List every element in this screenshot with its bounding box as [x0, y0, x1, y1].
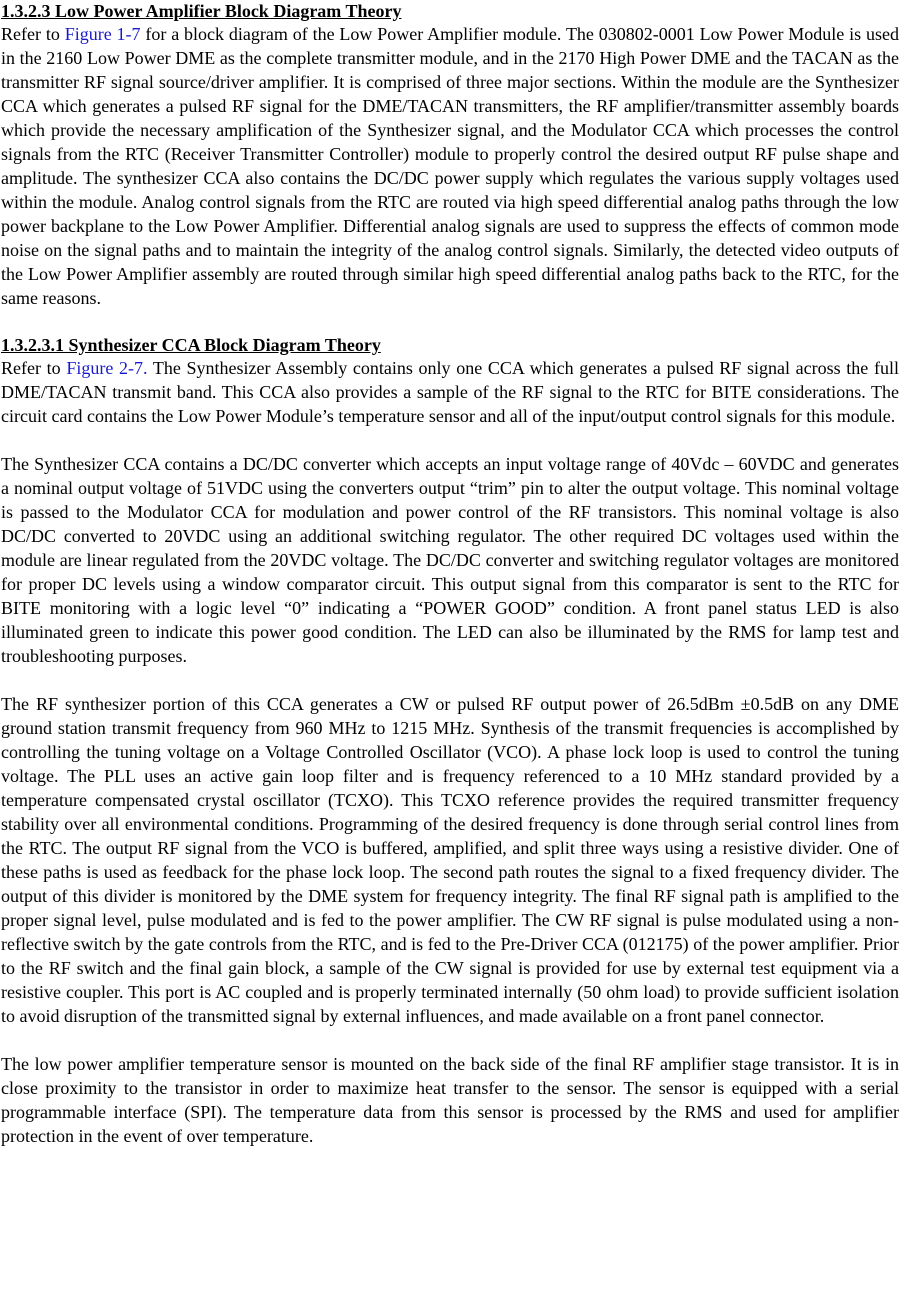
figure-link-1-7[interactable]: Figure 1-7 — [64, 24, 141, 44]
paragraph-synthesizer-overview — [1, 356, 899, 428]
paragraph-spacer — [1, 428, 899, 452]
paragraph-spacer — [1, 668, 899, 692]
paragraph-temperature-sensor: The low power amplifier temperature sensor is mounted on the back side of the final RF amplifier stage transistor. It is in close proximity to the transistor in order to maximize heat transfer to the sensor. The sensor is equipped with a serial programmable interface (SPI). The temperature data from this sensor is processed by the RMS and used for amplifier protection in the event of over temperature. — [1, 1054, 899, 1146]
paragraph-text: The Synthesizer Assembly contains only one CCA which generates a pulsed RF signal across the full DME/TACAN transmit band. This CCA also provides a sample of the RF signal to the RTC for BITE considerations. The circuit card contains the Low Power Module’s temperature sensor and all of the input/output control signals for this module. — [1, 358, 899, 426]
paragraph-text: Refer to — [1, 358, 67, 378]
paragraph-spacer — [1, 1028, 899, 1052]
section-heading-low-power-amplifier: 1.3.2.3 Low Power Amplifier Block Diagram Theory — [1, 1, 402, 21]
paragraph-dc-dc-converter: The Synthesizer CCA contains a DC/DC converter which accepts an input voltage range of 40Vdc – 60VDC and generates a nominal output voltage of 51VDC using the converters output “trim” pin to alter the output voltage. This nominal voltage is passed to the Modulator CCA for modulation and power control of the RF transistors. This nominal voltage is also DC/DC converted to 20VDC using an additional switching regulator. The other required DC voltages used within the module are linear regulated from the 20VDC voltage. The DC/DC converter and switching regulator voltages are monitored for proper DC levels using a window comparator circuit. This output signal from this comparator is sent to the RTC for BITE monitoring with a logic level “0” indicating a “POWER GOOD” condition. A front panel status LED is also illuminated green to indicate this power good condition. The LED can also be illuminated by the RMS for lamp test and troubleshooting purposes. — [1, 454, 899, 666]
paragraph-rf-synthesizer: The RF synthesizer portion of this CCA generates a CW or pulsed RF output power of 26.5dBm ±0.5dB on any DME ground station transmit frequency from 960 MHz to 1215 MHz. Synthesis of the transmit frequencies is accomplished by controlling the tuning voltage on a Voltage Controlled Oscillator (VCO). A phase lock loop is used to control the tuning voltage. The PLL uses an active gain loop filter and is frequency referenced to a 10 MHz standard provided by a temperature compensated crystal oscillator (TCXO). This TCXO reference provides the required transmitter frequency stability over all environmental conditions. Programming of the desired frequency is done through serial control lines from the RTC. The output RF signal from the VCO is buffered, amplified, and split three ways using a resistive divider. One of these paths is used as feedback for the phase lock loop. The second path routes the signal to a fixed frequency divider. The output of this divider is monitored by the DME system for frequency integrity. The final RF signal path is amplified to the proper signal level, pulse modulated and is fed to the power amplifier. The CW RF signal is pulse modulated using a non-reflective switch by the gate controls from the RTC, and is fed to the Pre-Driver CCA (012175) of the power amplifier. Prior to the RF switch and the final gain block, a sample of the CW signal is provided for use by external test equipment via a resistive coupler. This port is AC coupled and is properly terminated internally (50 ohm load) to provide sufficient isolation to avoid disruption of the transmitted signal by external influences, and made available on a front panel connector. — [1, 694, 899, 1026]
paragraph-text: Refer to — [1, 24, 65, 44]
paragraph-text: for a block diagram of the Low Power Amplifier module. The 030802-0001 Low Power Module is used in the 2160 Low Power DME as the complete transmitter module, and in the 2170 High Power DME and the TACAN as the transmitter RF signal source/driver amplifier. It is comprised of three major sections. Within the module are the Synthesizer CCA which generates a pulsed RF signal for the DME/TACAN transmitters, the RF amplifier/transmitter assembly boards which provide the necessary amplification of the Synthesizer signal, and the Modulator CCA which processes the control signals from the RTC (Receiver Transmitter Controller) module to properly control the desired output RF pulse shape and amplitude. The synthesizer CCA also contains the DC/DC power supply which regulates the various supply voltages used within the module. Analog control signals from the RTC are routed via high speed differential analog paths through the low power backplane to the Low Power Amplifier. Differential analog signals are used to suppress the effects of common mode noise on the signal paths and to maintain the integrity of the analog control signals. Similarly, the detected video outputs of the Low Power Amplifier assembly are routed through similar high speed differential analog paths back to the RTC, for the same reasons. — [1, 24, 899, 308]
paragraph-low-power-amplifier-overview — [1, 22, 899, 310]
paragraph-spacer — [1, 310, 899, 334]
figure-link-2-7[interactable]: Figure 2-7. — [66, 358, 148, 378]
section-heading-synthesizer-cca: 1.3.2.3.1 Synthesizer CCA Block Diagram Theory — [1, 335, 381, 355]
